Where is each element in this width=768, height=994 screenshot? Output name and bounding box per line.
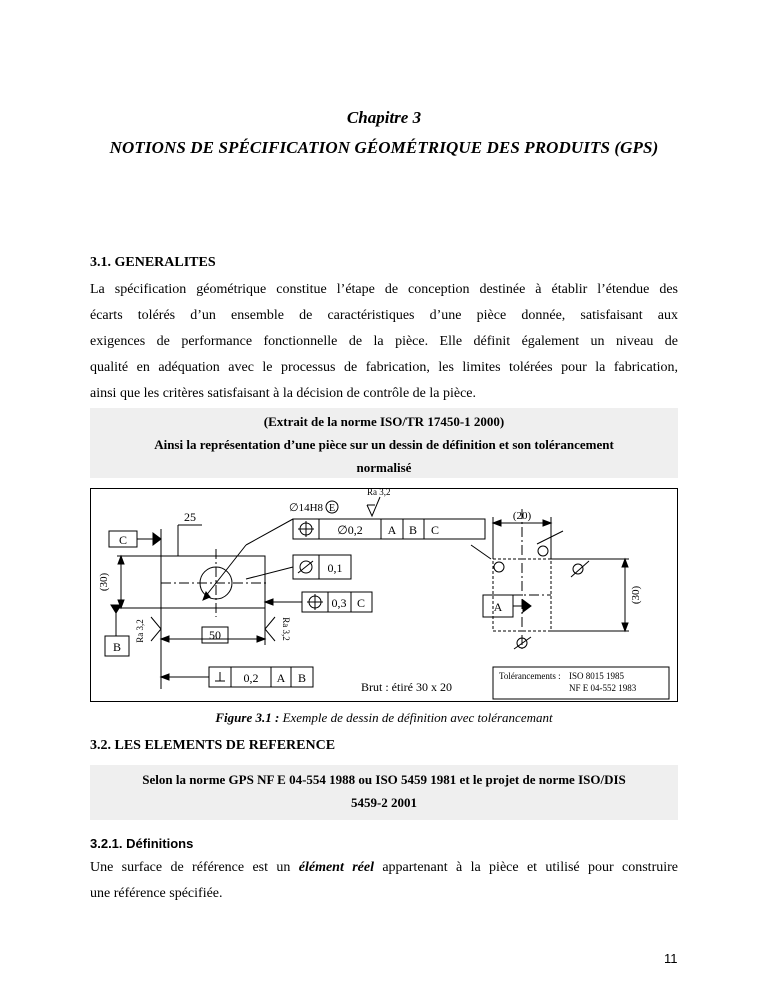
iso-extract-note — [90, 408, 678, 478]
pos-bore-value: ∅0,2 — [337, 523, 363, 537]
page-number: 11 — [664, 951, 678, 966]
ra-top-label: Ra 3,2 — [367, 489, 391, 497]
perp-ref-b: B — [297, 671, 307, 685]
paragraph-line: une référence spécifiée. — [90, 886, 223, 901]
gps-norm-note — [90, 765, 678, 820]
note-line: Selon la norme GPS NF E 04-554 1988 ou ISO 5459 1981 et le projet de norme ISO/DIS — [142, 772, 626, 787]
ra-left-label: Ra 3,2 — [135, 619, 145, 643]
datum-a-label: A — [493, 600, 503, 614]
note-line: (Extrait de la norme ISO/TR 17450-1 2000) — [263, 414, 505, 429]
pos-bore-ref-b: B — [408, 523, 418, 537]
subsection-heading-definitions: 3.2.1. Définitions — [90, 836, 194, 851]
paragraph-line: écarts tolérés d’un ensemble de caractéristiques d’une pièce donnée, satisfaisant aux — [90, 308, 678, 323]
generalites-paragraph — [90, 277, 678, 407]
perp-value: 0,2 — [243, 671, 259, 685]
dim-50-label: 50 — [209, 628, 221, 642]
paragraph-line: ainsi que les critères satisfaisant à la décision de contrôle de la pièce. — [90, 386, 477, 401]
bore-dimension-label: ∅14H8 — [289, 502, 324, 514]
note-line: normalisé — [356, 460, 412, 475]
datum-b-label: B — [112, 640, 122, 654]
pos-face-value: 0,3 — [331, 596, 347, 610]
chapter-label: Chapitre 3 — [346, 108, 422, 127]
paragraph-line: La spécification géométrique constitue l’étape de conception destinée à établir l’étendue des — [90, 282, 678, 297]
figure-caption — [0, 710, 768, 726]
emphasized-term: élément réel — [298, 860, 374, 875]
tolerancing-nf: NF E 04-552 1983 — [569, 683, 637, 693]
datum-c-label: C — [118, 533, 128, 547]
note-line: Ainsi la représentation d’une pièce sur un dessin de définition et son tolérancement — [154, 437, 614, 452]
definitions-paragraph — [90, 855, 678, 907]
note-line: 5459-2 2001 — [350, 795, 418, 810]
technical-drawing-figure — [90, 488, 678, 702]
brut-label: Brut : étiré 30 x 20 — [361, 680, 452, 694]
envelope-symbol: E — [328, 503, 336, 514]
section-heading-generalites: 3.1. GENERALITES — [90, 255, 216, 270]
tolerancing-iso: ISO 8015 1985 — [569, 671, 625, 681]
paragraph-text: appartenant à la pièce et utilisé pour construire — [373, 860, 678, 875]
definition-drawing — [91, 489, 679, 703]
paragraph-line: exigences de performance fonctionnelle de la pièce. Elle définit également un niveau de — [90, 334, 678, 349]
dim-20-label: (20) — [512, 510, 532, 522]
dim-30-left-label: (30) — [98, 572, 110, 592]
pos-bore-ref-a: A — [387, 523, 397, 537]
pos-face-ref: C — [356, 596, 366, 610]
dim-30-right-label: (30) — [630, 585, 642, 605]
paragraph-line: qualité en adéquation avec le processus de fabrication, les limites tolérées pour la fabrication, — [90, 360, 678, 375]
dim-25-label: 25 — [184, 510, 196, 524]
paragraph-line — [90, 855, 678, 881]
cylindricity-value: 0,1 — [327, 561, 343, 575]
perp-ref-a: A — [276, 671, 286, 685]
figure-caption-text: Exemple de dessin de définition avec tolérancemant — [279, 710, 553, 725]
pos-bore-ref-c: C — [430, 523, 440, 537]
section-heading-elements-reference: 3.2. LES ELEMENTS DE REFERENCE — [90, 738, 336, 753]
paragraph-text: Une surface de référence est un — [90, 860, 299, 875]
ra-right-label: Ra 3,2 — [281, 617, 291, 641]
chapter-title: NOTIONS DE SPÉCIFICATION GÉOMÉTRIQUE DES PRODUITS (GPS) — [109, 138, 659, 157]
part-outline — [161, 556, 265, 608]
tolerancing-label: Tolérancements : — [499, 671, 561, 681]
figure-caption-number: Figure 3.1 : — [215, 710, 280, 725]
